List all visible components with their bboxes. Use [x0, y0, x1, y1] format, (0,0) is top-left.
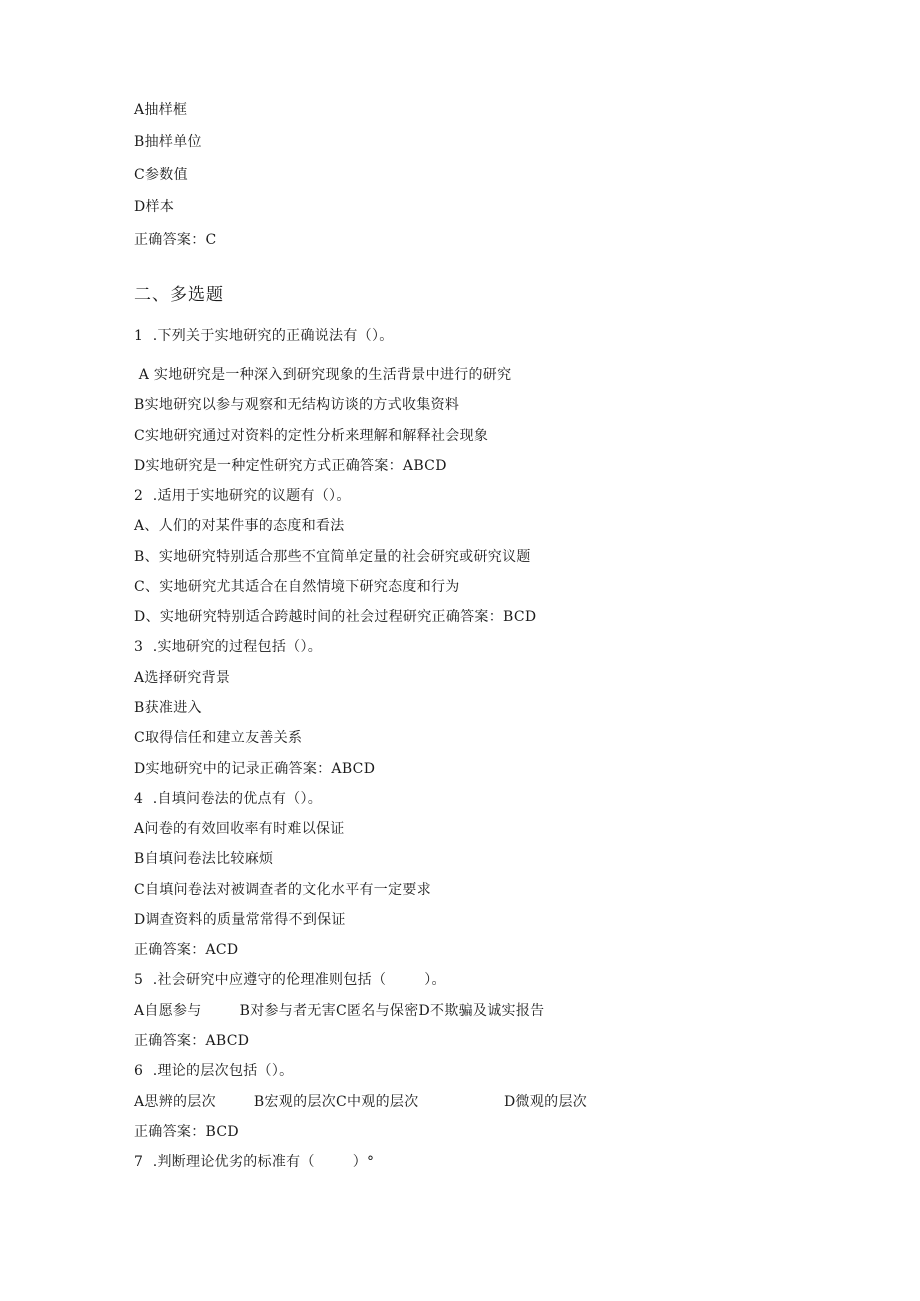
prev-option-a: A抽样框 [134, 102, 188, 118]
q3-option-a: A选择研究背景 [134, 670, 231, 686]
q5-answer: 正确答案：ABCD [134, 1033, 250, 1049]
prev-option-b: B抽样单位 [134, 134, 202, 150]
q5-options: A自愿参与 B对参与者无害C匿名与保密D不欺骗及诚实报告 [134, 1003, 545, 1019]
q4-option-d: D调查资料的质量常常得不到保证 [134, 912, 346, 928]
q6-answer: 正确答案：BCD [134, 1124, 239, 1140]
q1-option-a: A 实地研究是一种深入到研究现象的生活背景中进行的研究 [134, 367, 512, 383]
q6-question: 6 .理论的层次包括（）。 [134, 1063, 294, 1079]
q2-option-c: C、实地研究尤其适合在自然情境下研究态度和行为 [134, 579, 460, 595]
q3-question: 3 .实地研究的过程包括（）。 [134, 639, 323, 655]
section-heading: 二、多选题 [134, 285, 224, 305]
q5-question: 5 .社会研究中应遵守的伦理准则包括（ ）。 [134, 972, 446, 988]
prev-answer: 正确答案：C [134, 232, 217, 248]
q2-option-a: A、人们的对某件事的态度和看法 [134, 518, 345, 534]
q3-option-b: B获准进入 [134, 700, 202, 716]
q2-option-b: B、实地研究特别适合那些不宜简单定量的社会研究或研究议题 [134, 549, 531, 565]
q4-option-a: A问卷的有效回收率有时难以保证 [134, 821, 345, 837]
q1-option-c: C实地研究通过对资料的定性分析来理解和解释社会现象 [134, 428, 489, 444]
q4-answer: 正确答案：ACD [134, 942, 239, 958]
prev-option-c: C参数值 [134, 167, 188, 183]
q3-option-d: D实地研究中的记录正确答案：ABCD [134, 761, 376, 777]
q2-question: 2 .适用于实地研究的议题有（）。 [134, 488, 351, 504]
q4-option-c: C自填问卷法对被调查者的文化水平有一定要求 [134, 882, 432, 898]
q1-question: 1 .下列关于实地研究的正确说法有（）。 [134, 328, 394, 344]
q1-option-b: B实地研究以参与观察和无结构访谈的方式收集资料 [134, 397, 460, 413]
q7-question: 7 .判断理论优劣的标准有（ ）° [134, 1154, 375, 1170]
q4-option-b: B自填问卷法比较麻烦 [134, 851, 274, 867]
q6-options: A思辨的层次 B宏观的层次C中观的层次 D微观的层次 [134, 1094, 588, 1110]
q1-option-d: D实地研究是一种定性研究方式正确答案：ABCD [134, 458, 447, 474]
prev-option-d: D样本 [134, 199, 175, 215]
q2-option-d: D、实地研究特别适合跨越时间的社会过程研究正确答案：BCD [134, 609, 537, 625]
q4-question: 4 .自填问卷法的优点有（）。 [134, 791, 323, 807]
q3-option-c: C取得信任和建立友善关系 [134, 730, 303, 746]
